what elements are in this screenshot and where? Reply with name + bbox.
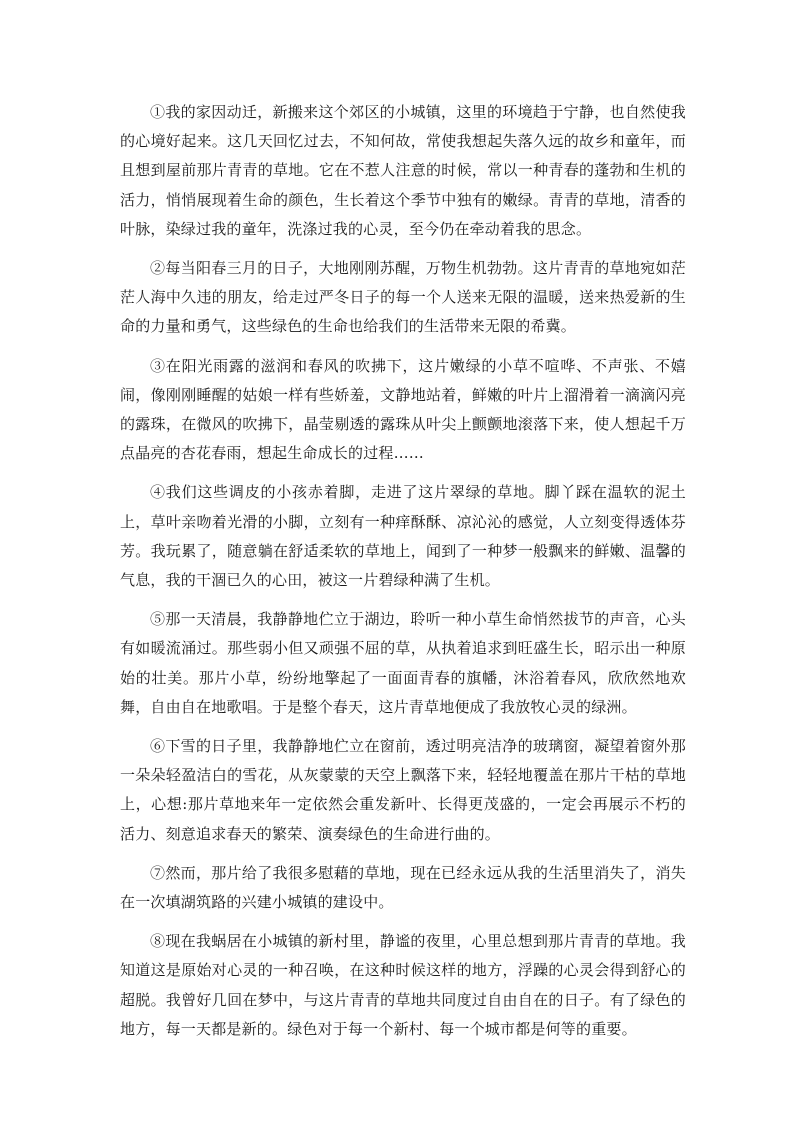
paragraph-7: ⑦然而，那片给了我很多慰藉的草地，现在已经永远从我的生活里消失了，消失在一次填湖筑路的兴建小城镇的建设中。 [120, 863, 686, 912]
paragraph-6: ⑥下雪的日子里，我静静地伫立在窗前，透过明亮洁净的玻璃窗，凝望着窗外那一朵朵轻盈洁白的雪花，从灰蒙蒙的天空上飘落下来，轻轻地覆盖在那片干枯的草地上，心想:那片草地来年一定依然会重发新叶、长得更茂盛的，一定会再展示不朽的活力、刻意追求春天的繁荣、演奏绿色的生命进行曲的。 [120, 737, 686, 843]
paragraph-2: ②每当阳春三月的日子，大地刚刚苏醒，万物生机勃勃。这片青青的草地宛如茫茫人海中久违的朋友，给走过严冬日子的每一个人送来无限的温暖，送来热爱新的生命的力量和勇气，这些绿色的生命也给我们的生活带来无限的希冀。 [120, 259, 686, 336]
paragraph-1: ①我的家因动迁，新搬来这个郊区的小城镇，这里的环境趋于宁静，也自然使我的心境好起来。这几天回忆过去，不知何故，常使我想起失落久远的故乡和童年，而且想到屋前那片青青的草地。它在不惹人注意的时候，常以一种青春的蓬勃和生机的活力，悄悄展现着生命的颜色，生长着这个季节中独有的嫩绿。青青的草地，清香的叶脉，染绿过我的童年，洗涤过我的心灵，至今仍在牵动着我的思念。 [120, 103, 686, 238]
essay-body [120, 98, 686, 1054]
paragraph-8: ⑧现在我蜗居在小城镇的新村里，静谧的夜里，心里总想到那片青青的草地。我知道这是原始对心灵的一种召唤，在这种时候这样的地方，浮躁的心灵会得到舒心的超脱。我曾好几回在梦中，与这片青青的草地共同度过自由自在的日子。有了绿色的地方，每一天都是新的。绿色对于每一个新村、每一个城市都是何等的重要。 [120, 932, 686, 1038]
paragraph-3: ③在阳光雨露的滋润和春风的吹拂下，这片嫩绿的小草不喧哗、不声张、不嬉闹，像刚刚睡醒的姑娘一样有些娇羞，文静地站着，鲜嫩的叶片上溜滑着一滴滴闪亮的露珠，在微风的吹拂下，晶莹剔透的露珠从叶尖上颤颤地滚落下来，使人想起千万点晶亮的杏花春雨，想起生命成长的过程…… [120, 356, 686, 463]
paragraph-4: ④我们这些调皮的小孩赤着脚，走进了这片翠绿的草地。脚丫踩在温软的泥土上，草叶亲吻着光滑的小脚，立刻有一种痒酥酥、凉沁沁的感觉，人立刻变得透体芬芳。我玩累了，随意躺在舒适柔软的草地上，闻到了一种梦一般飘来的鲜嫩、温馨的气息，我的干涸已久的心田，被这一片碧绿种满了生机。 [120, 483, 686, 590]
paragraph-5: ⑤那一天清晨，我静静地伫立于湖边，聆听一种小草生命悄然拔节的声音，心头有如暖流涌过。那些弱小但又顽强不屈的草，从执着追求到旺盛生长，昭示出一种原始的壮美。那片小草，纷纷地擎起了一面面青春的旗幡，沐浴着春风，欣欣然地欢舞，自由自在地歌唱。于是整个春天，这片青草地便成了我放牧心灵的绿洲。 [120, 610, 686, 716]
